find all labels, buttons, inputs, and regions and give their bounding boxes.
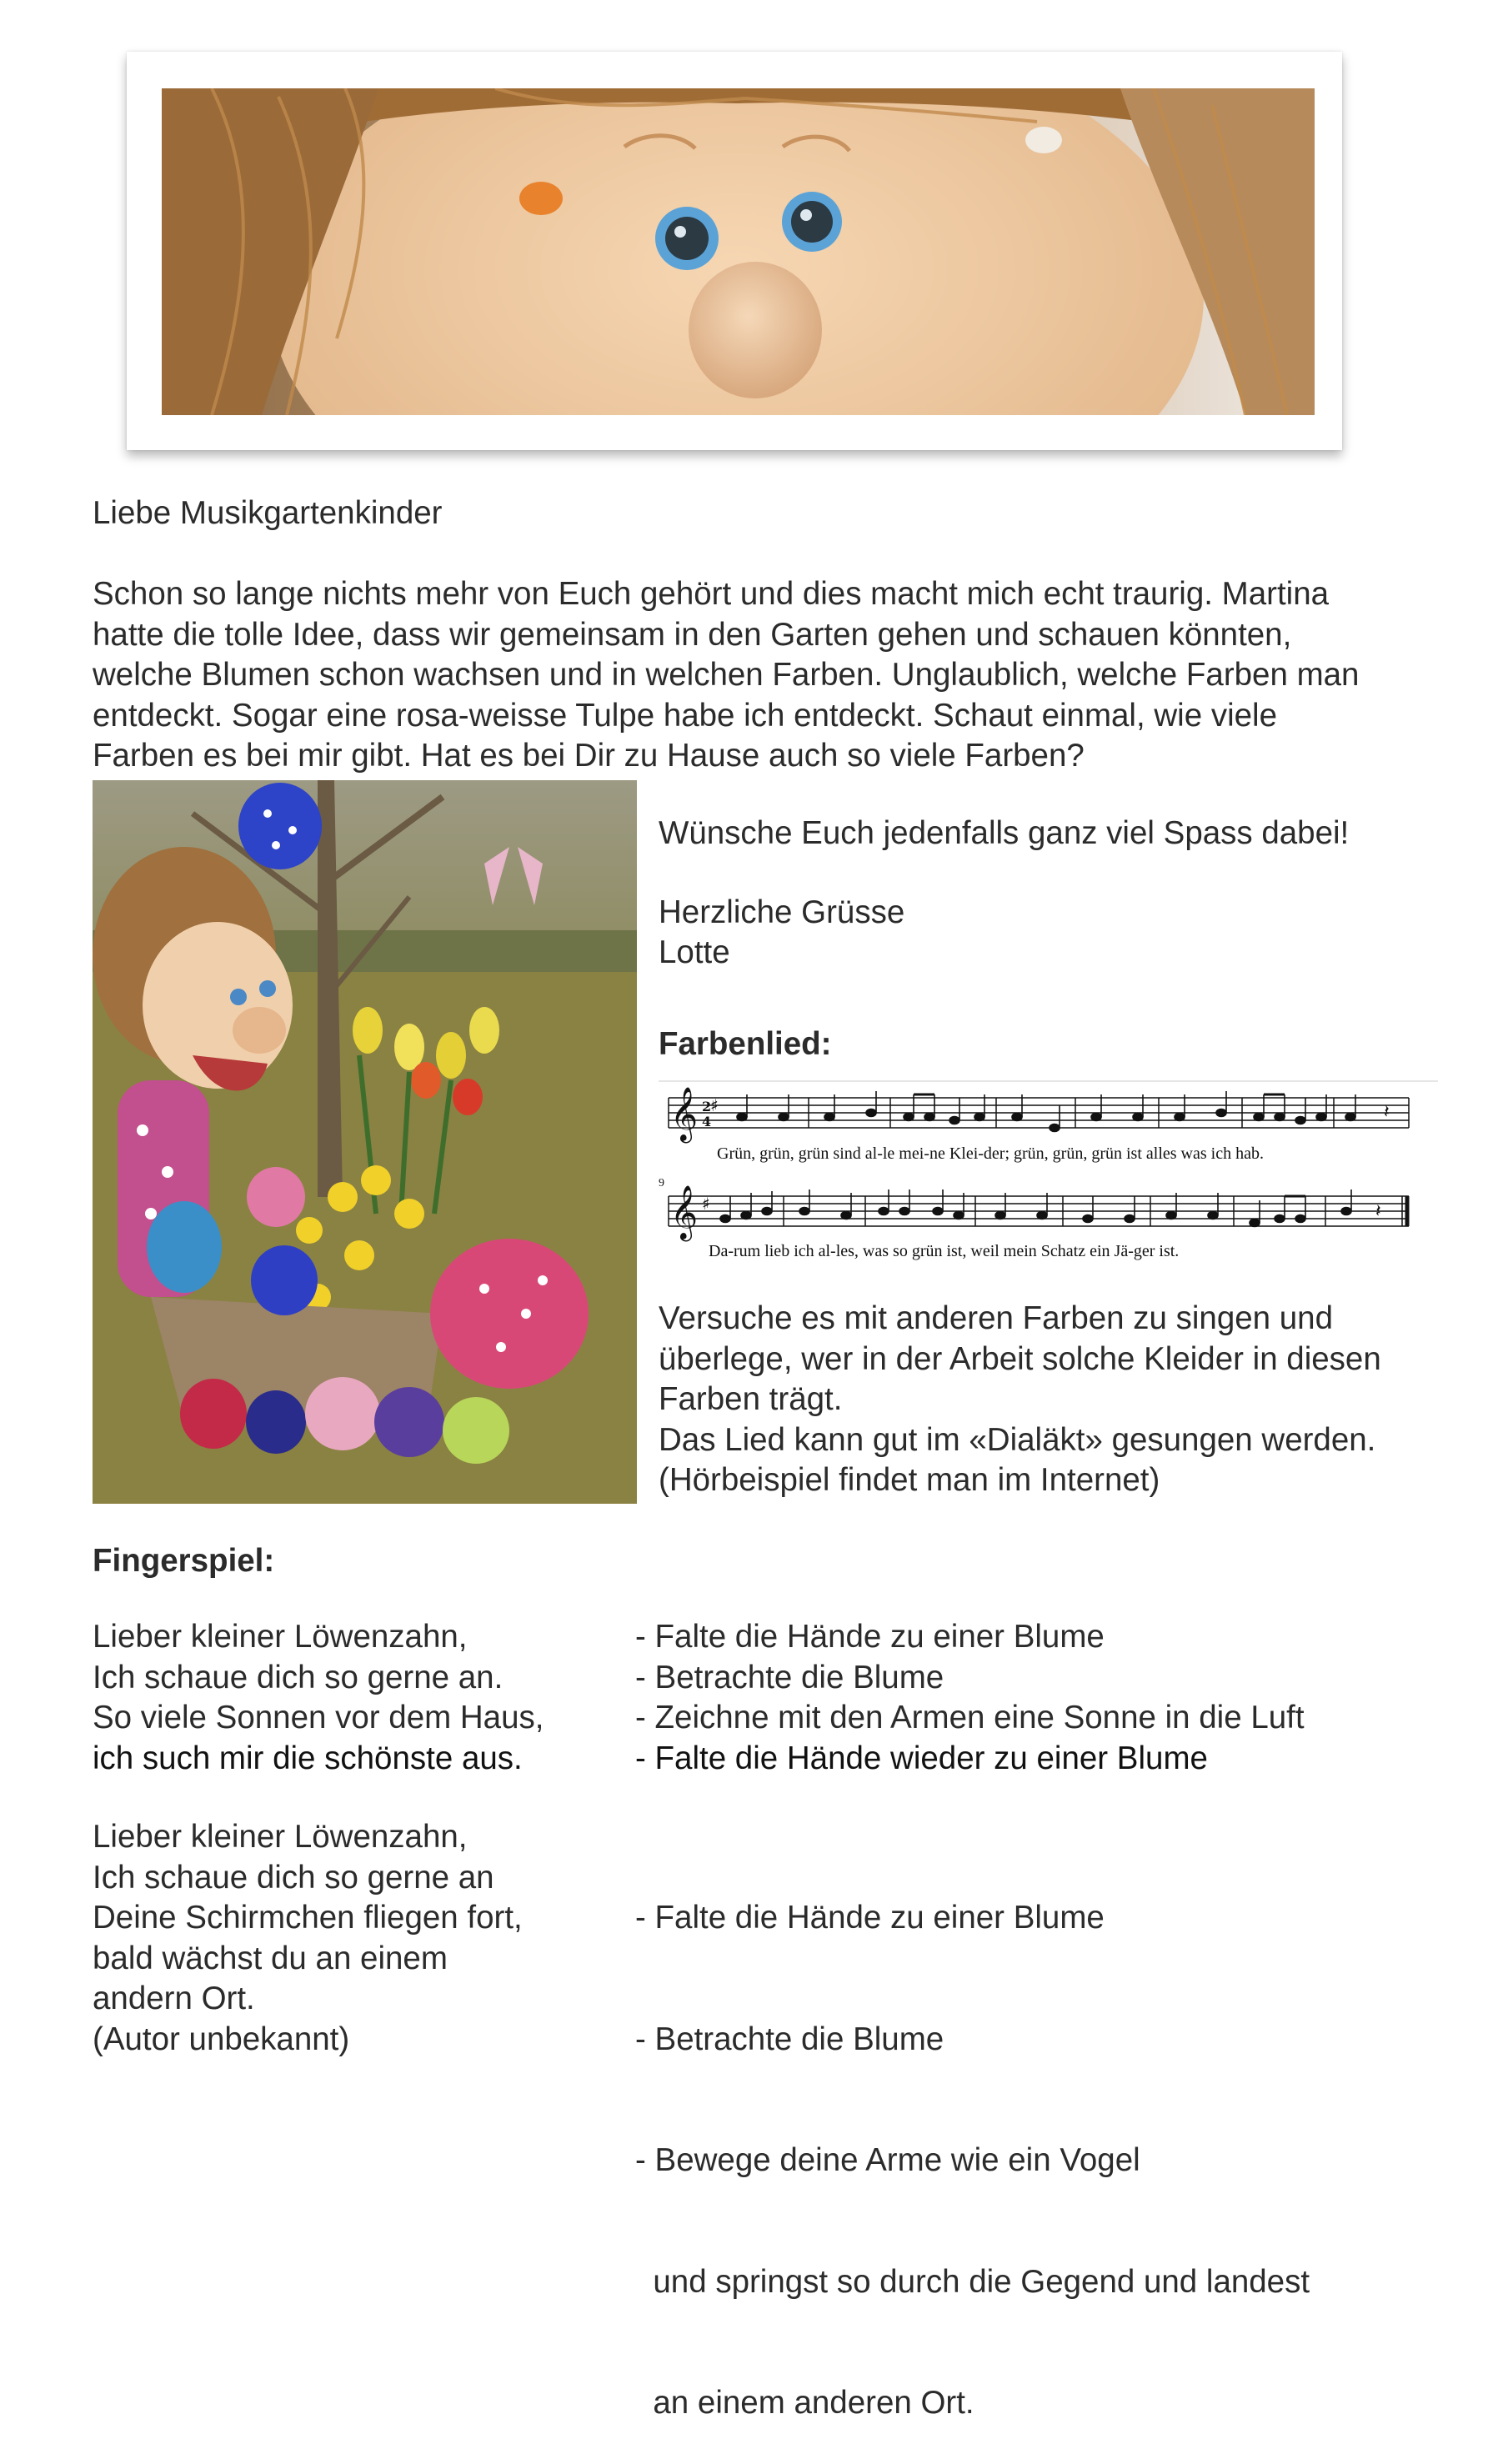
intro-paragraph: [93, 574, 1359, 777]
song-note-line: (Hörbeispiel findet man im Internet): [659, 1462, 1160, 1498]
song-note-line: Versuche es mit anderen Farben zu singen und: [659, 1300, 1334, 1336]
verse-line: Lieber kleiner Löwenzahn,: [93, 1619, 468, 1655]
verse-line: Ich schaue dich so gerne an: [93, 1859, 494, 1896]
intro-line: Farben es bei mir gibt. Hat es bei Dir zu Hause auch so viele Farben?: [93, 738, 1085, 774]
verse-line: Deine Schirmchen fliegen fort,: [93, 1900, 523, 1936]
garden-photo: [93, 780, 637, 1504]
verse-line: Lieber kleiner Löwenzahn,: [93, 1819, 468, 1855]
intro-line: Schon so lange nichts mehr von Euch gehört und dies macht mich echt traurig. Martina: [93, 576, 1330, 612]
svg-text:𝄞: 𝄞: [670, 1185, 699, 1240]
author-credit: (Autor unbekannt): [93, 2021, 350, 2057]
verse-line: Ich schaue dich so gerne an.: [93, 1659, 504, 1695]
lyrics-line-2: Da-rum lieb ich al-les, was so grün ist, weil mein Schatz ein Jä-ger ist.: [709, 1242, 1180, 1260]
verse-1-actions: [635, 1617, 1305, 1779]
action-line: - Betrachte die Blume: [635, 2021, 944, 2057]
action-line: - Bewege deine Arme wie ein Vogel: [635, 2142, 1140, 2178]
verse-line: ich such mir die schönste aus.: [93, 1740, 523, 1776]
treble-clef: 𝄞: [670, 1087, 699, 1141]
svg-text:𝄽: 𝄽: [1384, 1102, 1390, 1123]
header-photo-frame: [127, 52, 1342, 450]
verse-line: So viele Sonnen vor dem Haus,: [93, 1700, 544, 1735]
svg-text:𝄽: 𝄽: [1375, 1201, 1381, 1222]
action-line: - Betrachte die Blume: [635, 1659, 944, 1695]
intro-line: welche Blumen schon wachsen und in welchen Farben. Unglaublich, welche Farben man: [93, 657, 1360, 693]
signature: Lotte: [659, 934, 730, 970]
svg-text:♯: ♯: [702, 1194, 710, 1214]
verse-2-lines: [93, 1817, 523, 2060]
song-note-line: überlege, wer in der Arbeit solche Kleider in diesen: [659, 1340, 1381, 1377]
closing-text: Herzliche Grüsse: [659, 894, 905, 930]
svg-text:♯: ♯: [710, 1095, 719, 1115]
action-line: - Falte die Hände wieder zu einer Blume: [635, 1740, 1208, 1776]
svg-text:4: 4: [702, 1114, 712, 1129]
measure-number: 9: [659, 1177, 664, 1189]
verse-line: andern Ort.: [93, 1981, 255, 2016]
intro-line: entdeckt. Sogar eine rosa-weisse Tulpe habe ich entdeckt. Schaut einmal, wie viele: [93, 697, 1278, 734]
verse-1-lines: [93, 1617, 544, 1779]
lyrics-line-1: Grün, grün, grün sind al-le mei-ne Klei-der; grün, grün, grün ist alles was ich hab.: [717, 1144, 1264, 1163]
song-heading: Farbenlied:: [659, 1026, 832, 1062]
song-note-line: Das Lied kann gut im «Dialäkt» gesungen werden.: [659, 1421, 1376, 1458]
song-note-line: Farben trägt.: [659, 1381, 843, 1417]
sheet-music: [659, 1079, 1438, 1263]
wish-text: Wünsche Euch jedenfalls ganz viel Spass dabei!: [659, 815, 1350, 851]
action-line: - Zeichne mit den Armen eine Sonne in die Luft: [635, 1700, 1305, 1735]
action-line: und springst so durch die Gegend und landest: [635, 2263, 1310, 2300]
greeting: Liebe Musikgartenkinder: [93, 495, 443, 531]
action-line: an einem anderen Ort.: [635, 2385, 974, 2421]
svg-text:2: 2: [702, 1099, 712, 1114]
song-notes: [659, 1299, 1381, 1501]
verse-line: bald wächst du an einem: [93, 1940, 448, 1976]
verse-2-actions: [635, 1817, 1310, 2464]
puppet-face-photo: [162, 88, 1315, 415]
fingerspiel-heading: Fingerspiel:: [93, 1543, 275, 1579]
intro-line: hatte die tolle Idee, dass wir gemeinsam in den Garten gehen und schauen könnten,: [93, 616, 1292, 653]
action-line: - Falte die Hände zu einer Blume: [635, 1900, 1105, 1936]
action-line: - Falte die Hände zu einer Blume: [635, 1619, 1105, 1655]
